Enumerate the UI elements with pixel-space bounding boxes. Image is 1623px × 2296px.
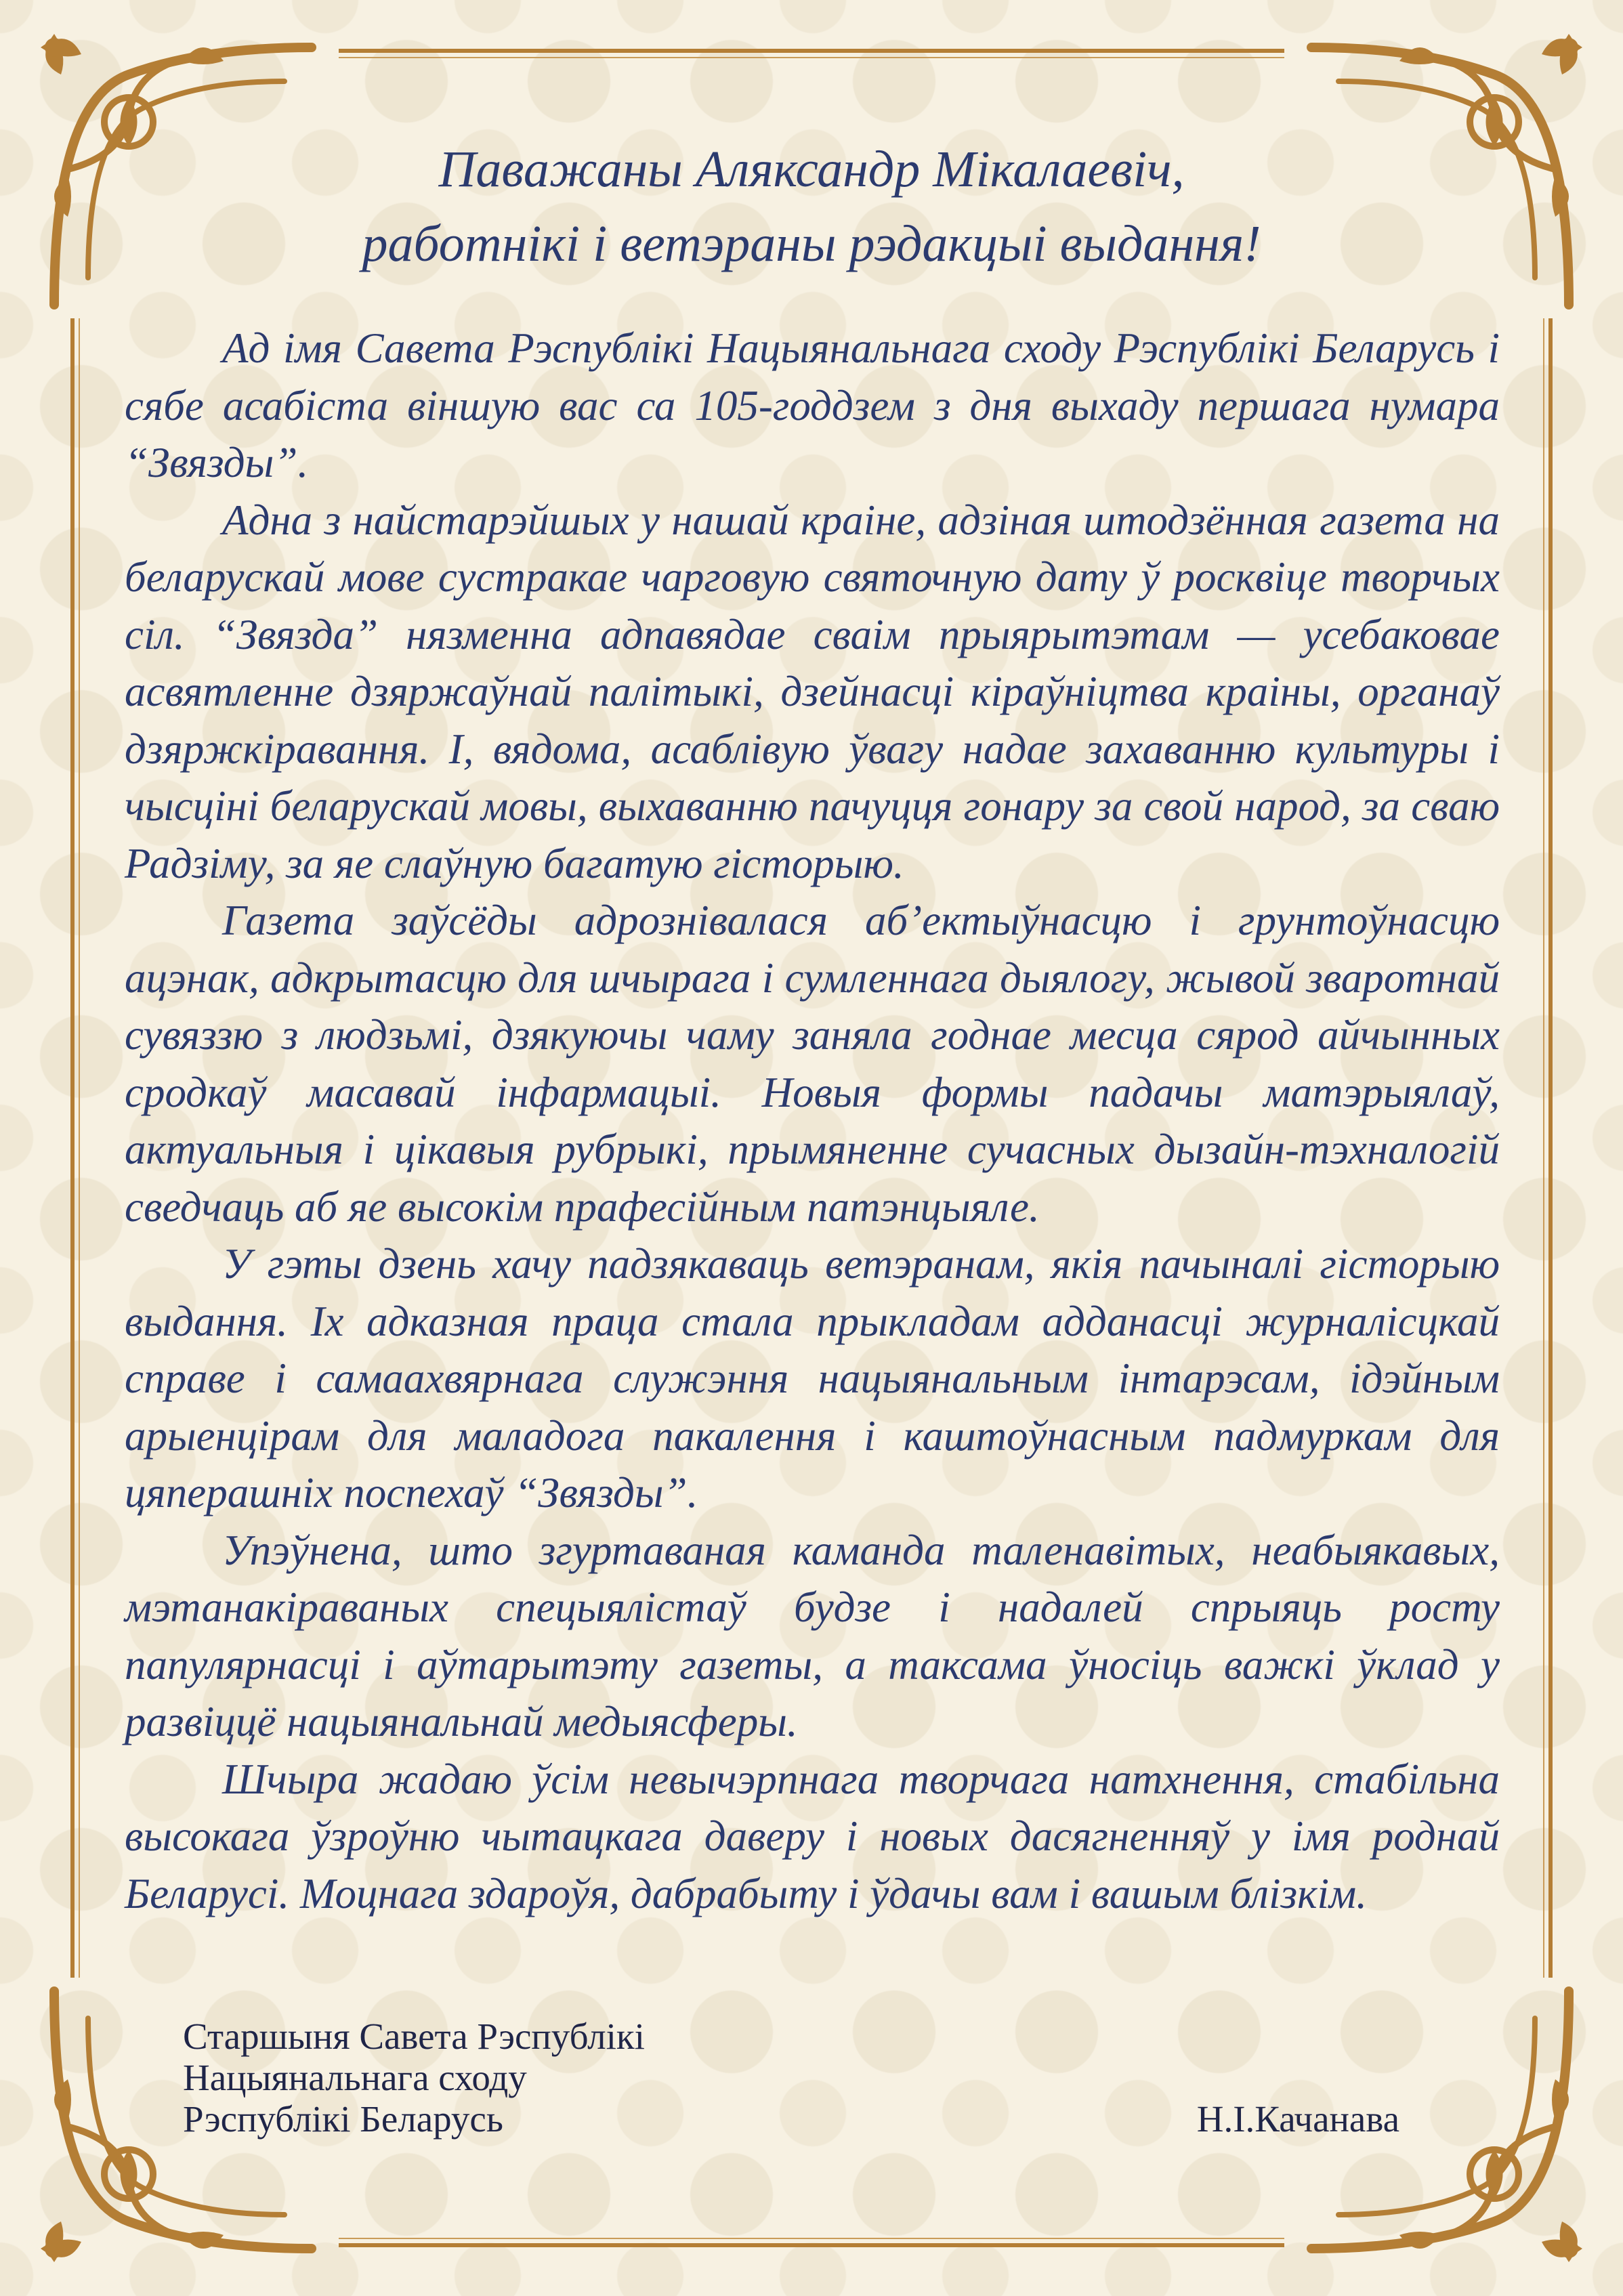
frame-right-rule bbox=[1548, 318, 1553, 1978]
frame-bottom-rule-inner bbox=[339, 2238, 1284, 2239]
paragraph-1: Ад імя Савета Рэспублікі Нацыянальнага сходу Рэспублікі Беларусь і сябе асабіста віншую вас са 105-годдзем з дня выхаду першага нумара “Звязды”. bbox=[125, 324, 1500, 486]
salutation-line-2: работнікі і ветэраны рэдакцыі выдання! bbox=[362, 215, 1261, 272]
frame-left-rule-inner bbox=[79, 318, 80, 1978]
frame-bottom-rule bbox=[339, 2243, 1284, 2247]
signature-title-line-2: Нацыянальнага сходу bbox=[183, 2057, 527, 2098]
paragraph-4: У гэты дзень хачу падзякаваць ветэранам, якія пачыналі гісторыю выдання. Іх адказная праца стала прыкладам адданасці журналісцкай справе і самаахвярнага служэння нацыянальным інтарэсам, ідэйным арыенцірам для маладога пакалення і каштоўнасным падмуркам для цяперашніх поспехаў “Звязды”. bbox=[125, 1240, 1500, 1516]
frame-top-rule bbox=[339, 49, 1284, 53]
paragraph-5: Упэўнена, што згуртаваная каманда таленавітых, неабыякавых, мэтанакіраваных спецыялістаў будзе і надалей спрыяць росту папулярнасці і аўтарытэту газеты, а таксама ўносіць важкі ўклад у развіццё нацыянальнай медыясферы. bbox=[125, 1526, 1500, 1745]
frame-right-rule-inner bbox=[1543, 318, 1544, 1978]
signer-name: Н.І.Качанава bbox=[1196, 2098, 1399, 2140]
signature-title-line-1: Старшыня Савета Рэспублікі bbox=[183, 2016, 645, 2057]
letter-body bbox=[125, 320, 1500, 1922]
salutation-line-1: Паважаны Аляксандр Мікалаевіч, bbox=[438, 141, 1185, 198]
paragraph-6: Шчыра жадаю ўсім невычэрпнага творчага натхнення, стабільна высокага ўзроўню чытацкага даверу і новых дасягненняў у імя роднай Беларусі. Моцнага здароўя, дабрабыту і ўдачы вам і вашым блізкім. bbox=[125, 1755, 1500, 1917]
paragraph-2: Адна з найстарэйшых у нашай краіне, адзіная штодзённая газета на беларускай мове сустракае чарговую святочную дату ў росквіце творчых сіл. “Звязда” нязменна адпавядае сваім прыярытэтам — усебаковае асвятленне дзяржаўнай палітыкі, дзейнасці кіраўніцтва краіны, органаў дзяржкіравання. І, вядома, асаблівую ўвагу надае захаванню культуры і чысціні беларускай мовы, выхаванню пачуцця гонару за свой народ, за сваю Радзіму, за яе слаўную багатую гісторыю. bbox=[125, 496, 1500, 887]
letter-salutation bbox=[203, 132, 1420, 281]
paragraph-3: Газета заўсёды адрознівалася аб’ектыўнасцю і грунтоўнасцю ацэнак, адкрытасцю для шчырага і сумленнага дыялогу, жывой зваротнай сувяззю з людзьмі, дзякуючы чаму заняла годнае месца сярод айчынных сродкаў масавай інфармацыі. Новыя формы падачы матэрыялаў, актуальныя і цікавыя рубрыкі, прымяненне сучасных дызайн-тэхналогій сведчаць аб яе высокім прафесійным патэнцыяле. bbox=[125, 897, 1500, 1231]
frame-top-rule-inner bbox=[339, 57, 1284, 58]
signature-title bbox=[183, 2016, 645, 2140]
signature-title-line-3: Рэспублікі Беларусь bbox=[183, 2098, 503, 2140]
frame-left-rule bbox=[70, 318, 75, 1978]
